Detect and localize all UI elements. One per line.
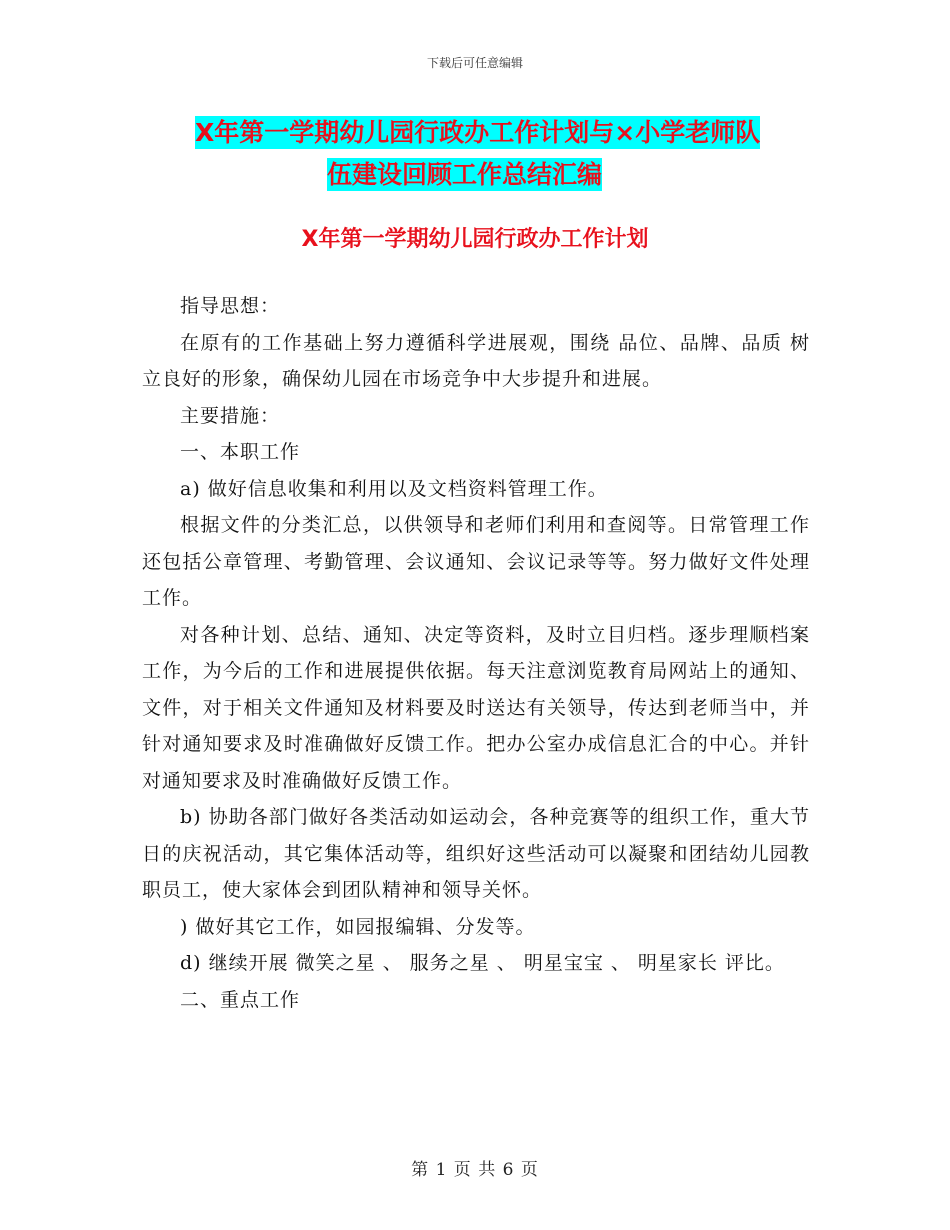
document-title-line-2: 伍建设回顾工作总结汇编 bbox=[327, 160, 603, 189]
paragraph-section-one-heading: 一、本职工作 bbox=[180, 441, 301, 463]
paragraph-archiving: 对各种计划、总结、通知、决定等资料，及时立目归档。逐步理顺档案工作，为今后的工作和进展提供依据。每天注意浏览教育局网站上的通知、文件，对于相关文件通知及材料要及时送达有关领导，传达到老师当中，并针对通知要求及时准确做好反馈工作。把办公室办成信息汇合的中心。并针对通知要求及时准确做好反馈工作。 bbox=[142, 623, 810, 792]
page-number: 第 1 页 共 6 页 bbox=[411, 1160, 539, 1180]
paragraph-item-c: ) 做好其它工作，如园报编辑、分发等。 bbox=[180, 915, 536, 938]
section-title: X年第一学期幼儿园行政办工作计划 bbox=[301, 227, 649, 252]
paragraph-guiding-thought: 在原有的工作基础上努力遵循科学进展观，围绕 品位、品牌、品质 树立良好的形象，确保幼儿园在市场竞争中大步提升和进展。 bbox=[142, 331, 810, 390]
header-note: 下载后可任意编辑 bbox=[426, 56, 523, 70]
document-body bbox=[142, 288, 810, 1018]
paragraph-file-management: 根据文件的分类汇总，以供领导和老师们利用和查阅等。日常管理工作还包括公章管理、考勤管理、会议通知、会议记录等等。努力做好文件处理工作。 bbox=[142, 514, 810, 609]
paragraph-item-a: a) 做好信息收集和利用以及文档资料管理工作。 bbox=[180, 477, 608, 500]
paragraph-item-b: b) 协助各部门做好各类活动如运动会，各种竞赛等的组织工作，重大节日的庆祝活动，其它集体活动等，组织好这些活动可以凝聚和团结幼儿园教职员工，使大家体会到团队精神和领导关怀。 bbox=[142, 806, 810, 901]
document-title-line-1: X年第一学期幼儿园行政办工作计划与×小学老师队 bbox=[195, 118, 761, 147]
paragraph-section-two-heading: 二、重点工作 bbox=[180, 988, 301, 1011]
document-title bbox=[195, 112, 815, 196]
paragraph-item-d: d) 继续开展 微笑之星 、 服务之星 、 明星宝宝 、 明星家长 评比。 bbox=[180, 952, 785, 974]
paragraph-main-measures-heading: 主要措施： bbox=[180, 404, 281, 427]
paragraph-guiding-thought-heading: 指导思想： bbox=[180, 295, 281, 317]
